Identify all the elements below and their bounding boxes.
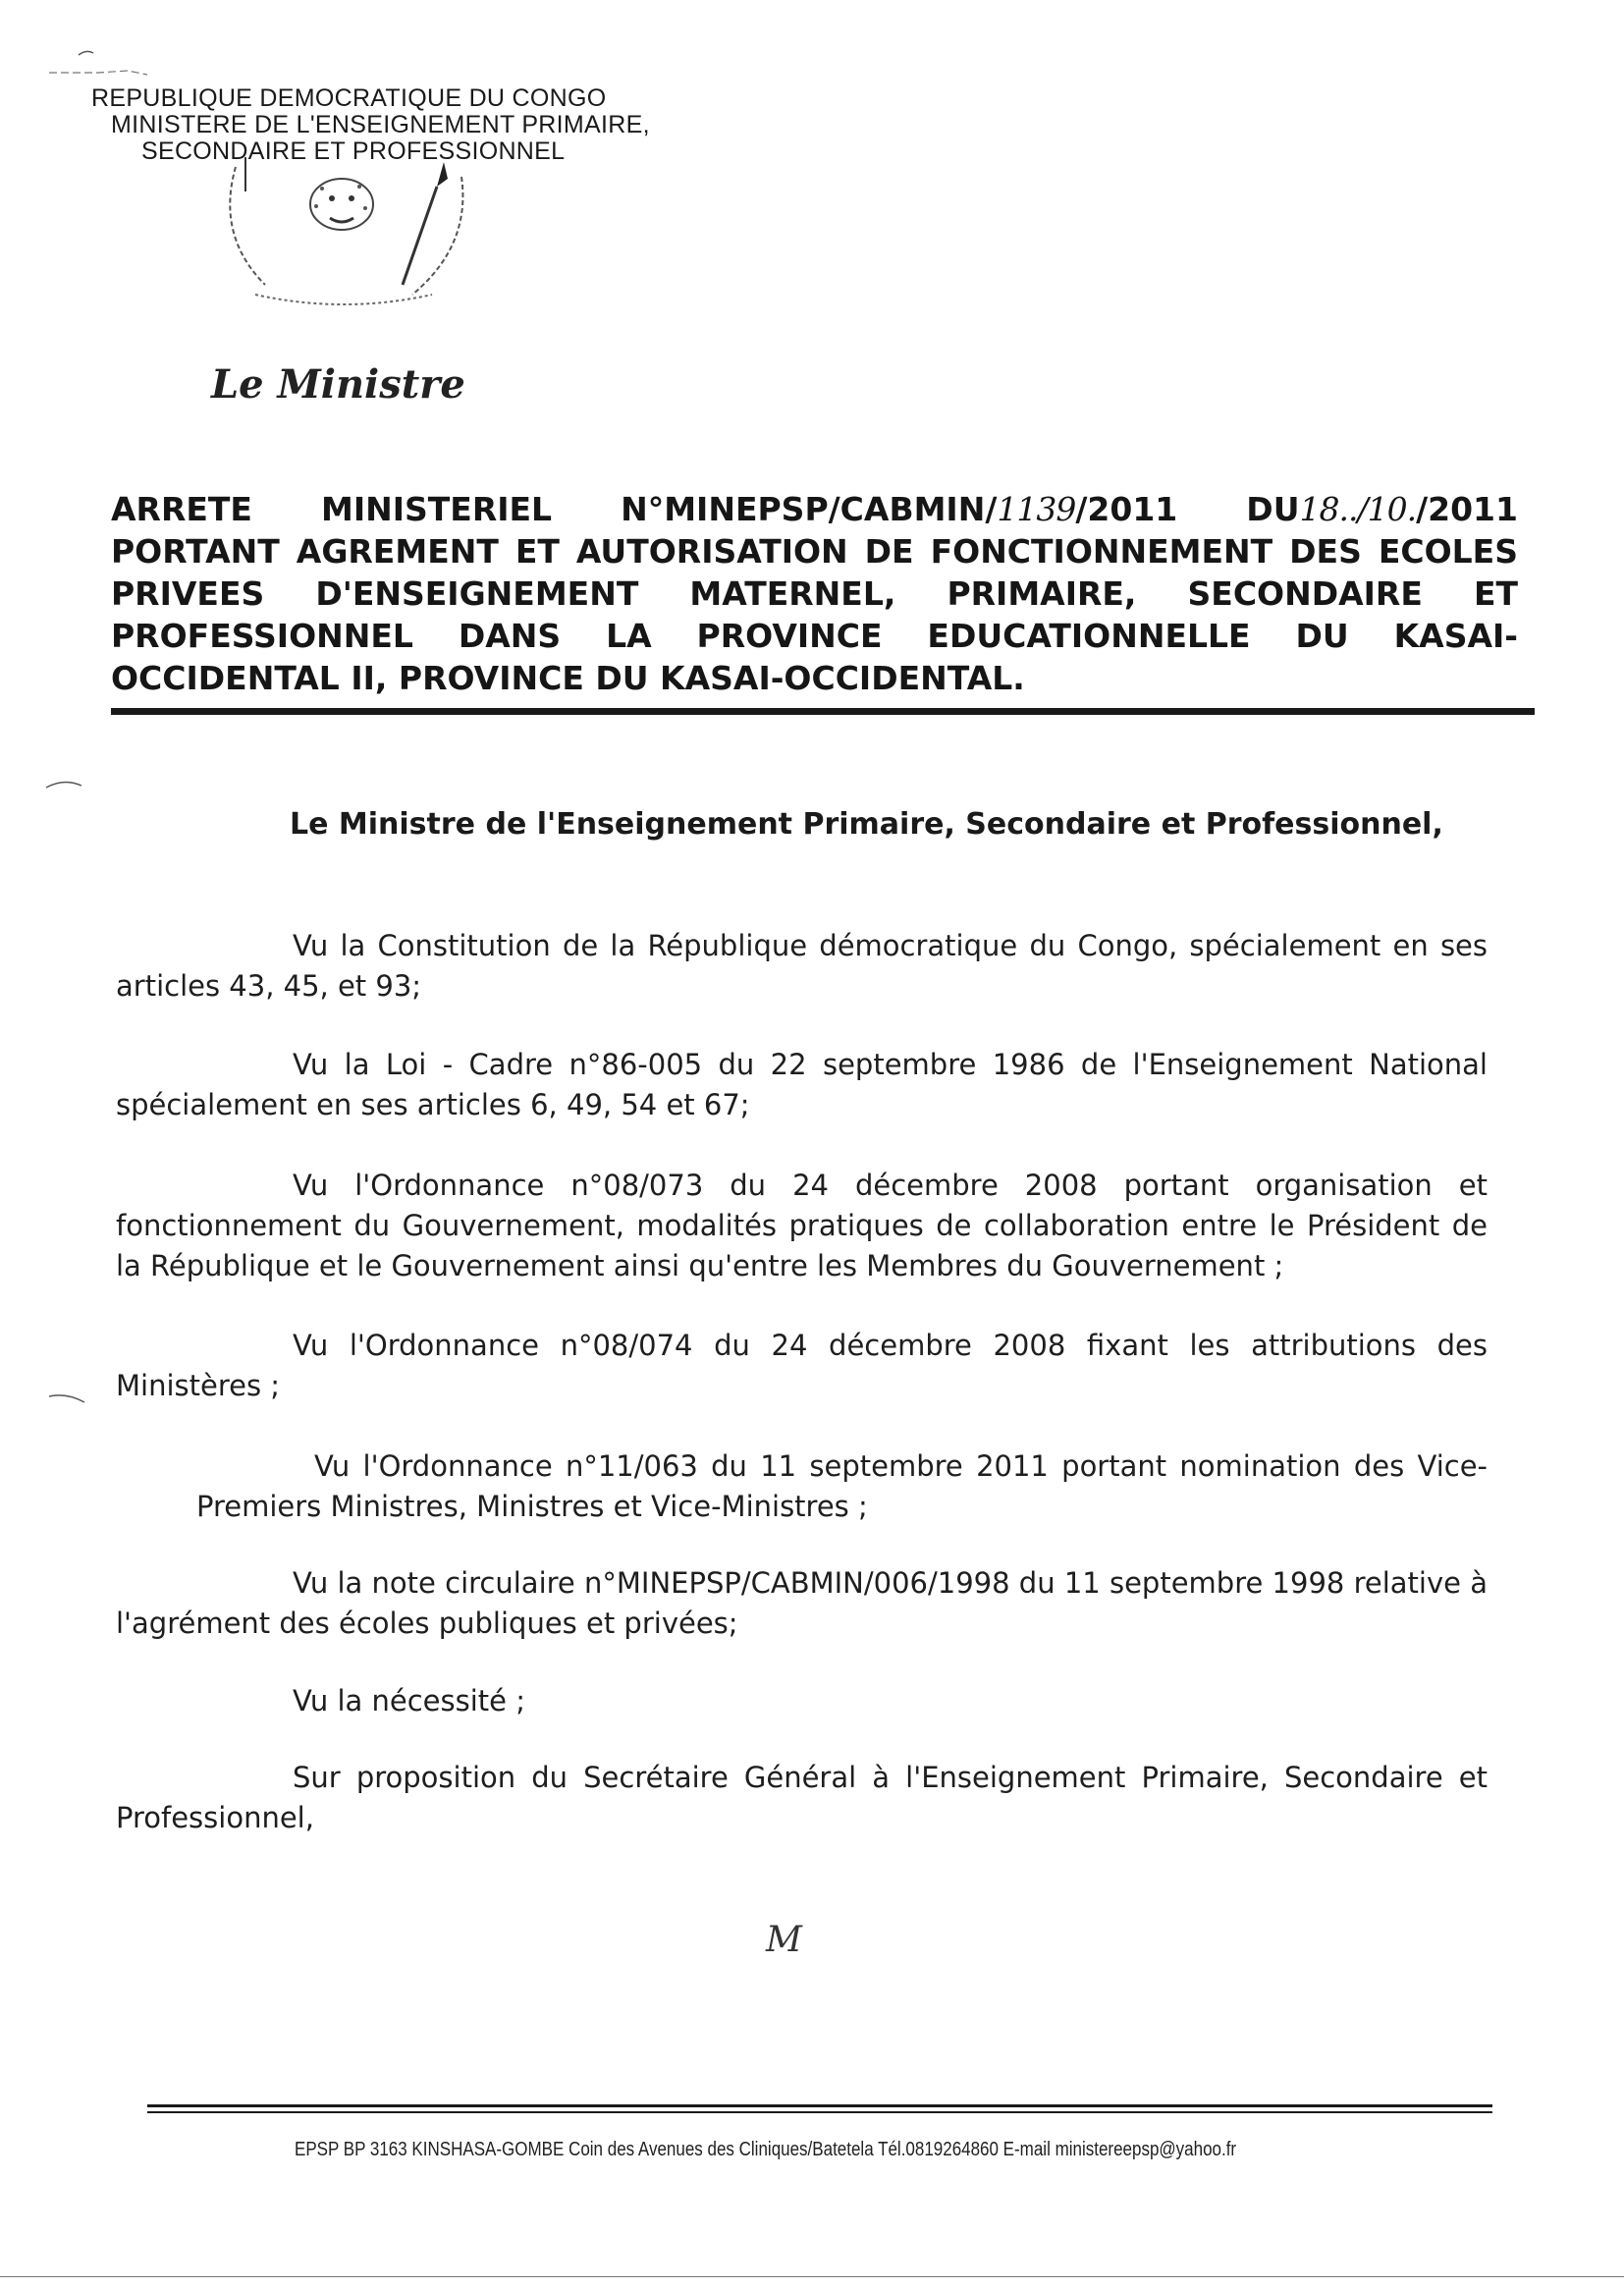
le-ministre-signature-title: Le Ministre — [211, 361, 465, 408]
handwritten-date: 18../10. — [1299, 490, 1417, 528]
minister-heading: Le Ministre de l'Enseignement Primaire, Secondaire et Professionnel, — [290, 807, 1443, 842]
considerant-ordonnance-08-074: Vu l'Ordonnance n°08/074 du 24 décembre 2008 fixant les attributions des Ministères ; — [116, 1329, 1488, 1402]
handwritten-initials: M — [766, 1920, 802, 1960]
considerant-constitution: Vu la Constitution de la République démocratique du Congo, spécialement en ses articles 43, 45, et 93; — [116, 929, 1488, 1003]
scan-edge-line — [0, 2276, 1624, 2277]
decree-title-first-line — [111, 488, 1518, 530]
considerant-ordonnance-11-063: Vu l'Ordonnance n°11/063 du 11 septembre 2011 portant nomination des Vice-Premiers Ministres, Ministres et Vice-Ministres ; — [196, 1449, 1488, 1523]
sur-proposition: Sur proposition du Secrétaire Général à l'Enseignement Primaire, Secondaire et Professionnel, — [116, 1761, 1488, 1834]
footer-address: EPSP BP 3163 KINSHASA-GOMBE Coin des Avenues des Cliniques/Batetela Tél.0819264860 E-mail ministereepsp@yahoo.fr — [295, 2139, 1237, 2160]
considerant-loi-cadre: Vu la Loi - Cadre n°86-005 du 22 septembre 1986 de l'Enseignement National spécialement en ses articles 6, 49, 54 et 67; — [116, 1048, 1488, 1121]
title-divider — [111, 708, 1535, 715]
considerant-note-circulaire: Vu la note circulaire n°MINEPSP/CABMIN/006/1998 du 11 septembre 1998 relative à l'agrément des écoles publiques et privées; — [116, 1566, 1488, 1640]
margin-mark — [47, 1392, 86, 1404]
header-ministry: MINISTERE DE L'ENSEIGNEMENT PRIMAIRE, — [111, 111, 650, 138]
footer-rule-thin — [147, 2111, 1492, 2113]
decree-subject: PORTANT AGREMENT ET AUTORISATION DE FONCTIONNEMENT DES ECOLES PRIVEES D'ENSEIGNEMENT MATERNEL, PRIMAIRE, SECONDAIRE ET PROFESSIONNEL DANS LA PROVINCE EDUCATIONNELLE DU KASAI-OCCIDENTAL II, PROVINCE DU KASAI-OCCIDENTAL. — [111, 532, 1518, 697]
header-ministry-cont: SECONDAIRE ET PROFESSIONNEL — [141, 137, 566, 165]
coat-of-arms-emblem — [196, 157, 491, 324]
handwritten-number: 1139 — [997, 490, 1076, 528]
header-republic: REPUBLIQUE DEMOCRATIQUE DU CONGO — [91, 84, 607, 112]
decree-title — [111, 488, 1518, 699]
decree-date: DU18../10./2011 — [1246, 490, 1518, 528]
footer-rule — [147, 2104, 1492, 2107]
considerant-ordonnance-08-073: Vu l'Ordonnance n°08/073 du 24 décembre 2008 portant organisation et fonctionnement du Gouvernement, modalités pratiques de collaboration entre le Président de la République et le Gouvernement ainsi qu'entre les Membres du Gouvernement ; — [116, 1169, 1488, 1282]
decree-word-ministeriel: MINISTERIEL — [320, 490, 553, 528]
margin-mark — [44, 778, 83, 790]
considerant-necessite: Vu la nécessité ; — [293, 1684, 525, 1717]
decree-word-arrete: ARRETE — [111, 490, 252, 528]
scan-artifact — [39, 47, 157, 77]
decree-number: N°MINEPSP/CABMIN/1139/2011 — [621, 490, 1178, 528]
